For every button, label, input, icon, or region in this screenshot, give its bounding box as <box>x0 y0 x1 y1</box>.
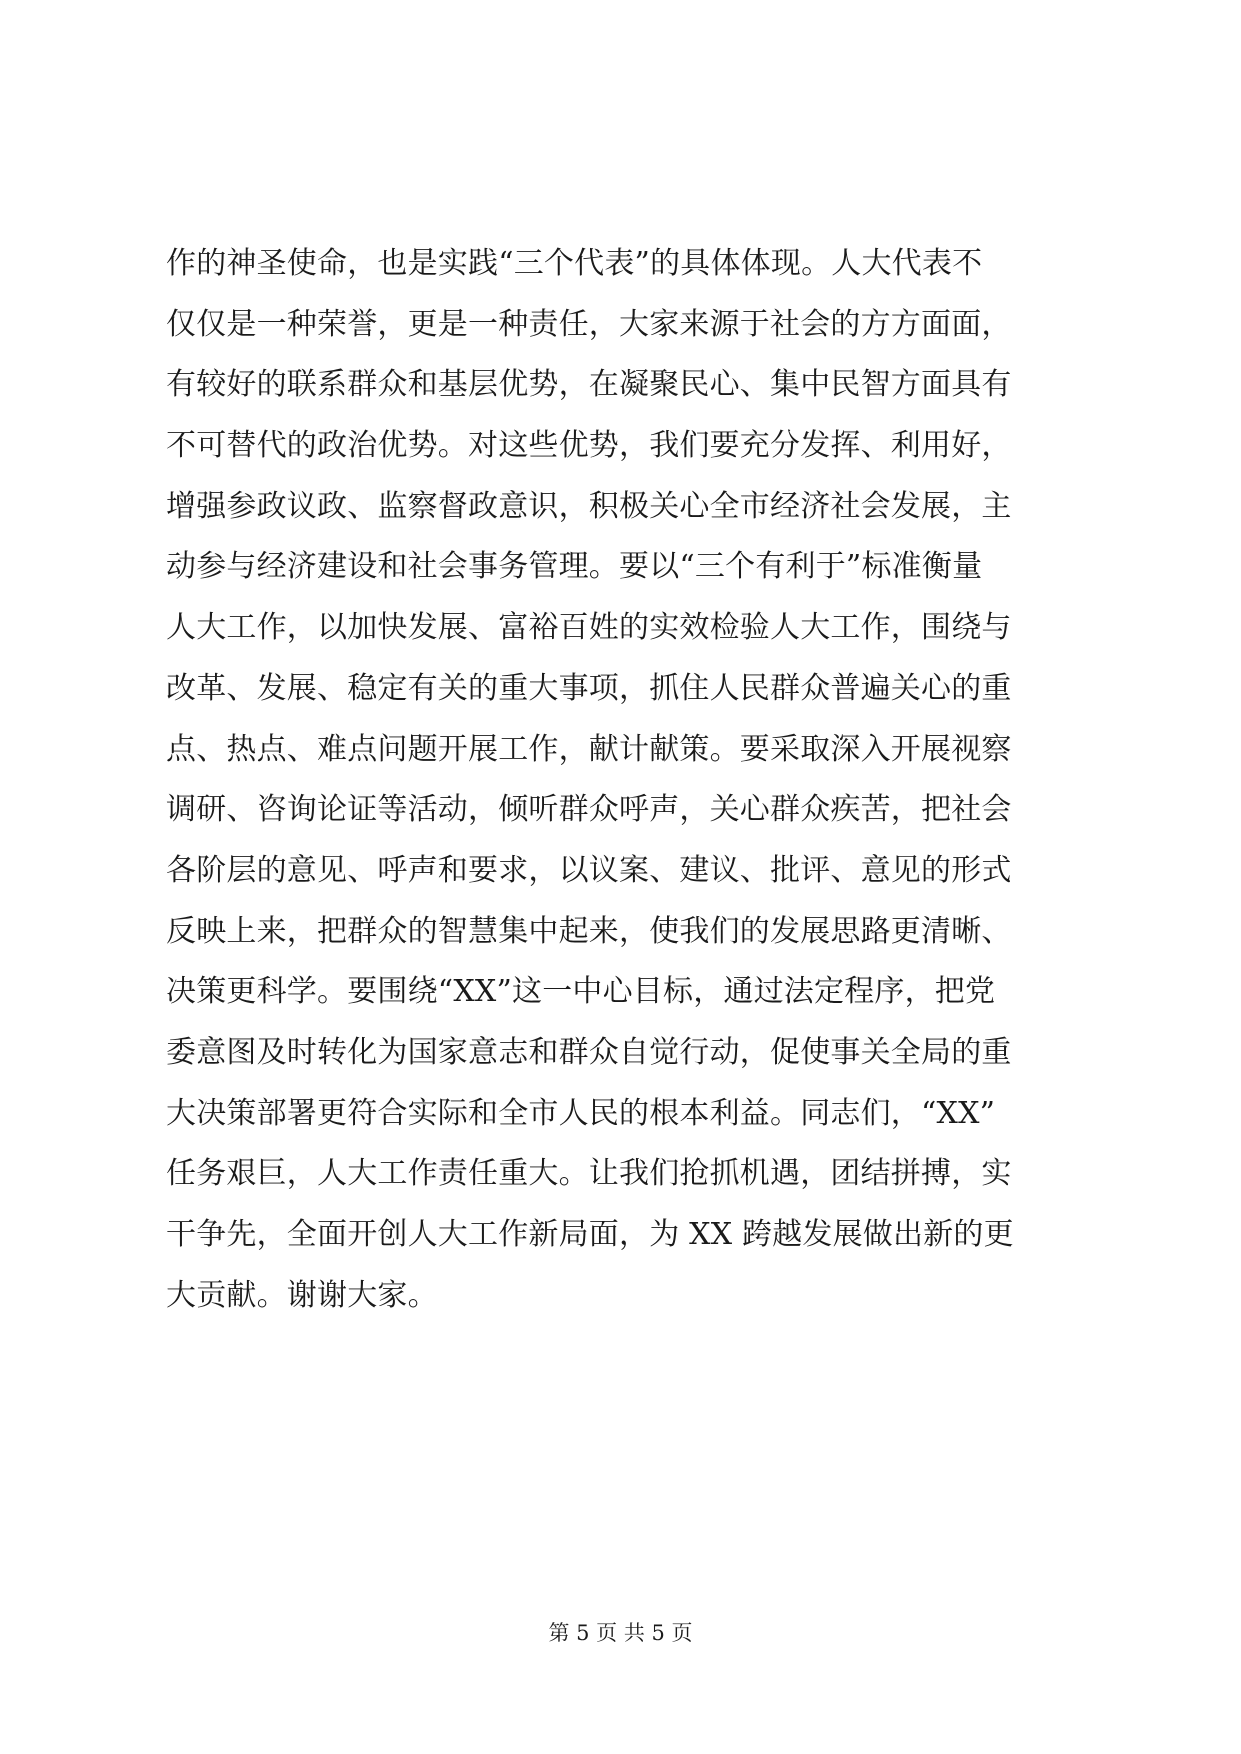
text-line: 大贡献。谢谢大家。 <box>166 1277 438 1313</box>
text-line: 干争先，全面开创人大工作新局面，为 XX 跨越发展做出新的更 <box>166 1217 1014 1252</box>
text-line: 不可替代的政治优势。对这些优势，我们要充分发挥、利用好， <box>166 428 1012 464</box>
text-line: 动参与经济建设和社会事务管理。要以“三个有利于”标准衡量 <box>166 549 983 585</box>
text-line: 调研、咨询论证等活动，倾听群众呼声，关心群众疾苦，把社会 <box>166 792 1012 828</box>
text-line: 作的神圣使命，也是实践“三个代表”的具体体现。人大代表不 <box>166 246 983 281</box>
text-line: 委意图及时转化为国家意志和群众自觉行动，促使事关全局的重 <box>166 1034 1012 1070</box>
text-line: 增强参政议政、监察督政意识，积极关心全市经济社会发展，主 <box>166 488 1012 524</box>
page-number-footer: 第 5 页 共 5 页 <box>548 1621 693 1645</box>
text-line: 任务艰巨，人大工作责任重大。让我们抢抓机遇，团结拼搏，实 <box>166 1156 1012 1192</box>
text-line: 人大工作，以加快发展、富裕百姓的实效检验人大工作，围绕与 <box>166 610 1012 646</box>
text-line: 反映上来，把群众的智慧集中起来，使我们的发展思路更清晰、 <box>166 913 1012 949</box>
text-line: 仅仅是一种荣誉，更是一种责任，大家来源于社会的方方面面， <box>166 306 1012 342</box>
text-line: 决策更科学。要围绕“XX”这一中心目标，通过法定程序，把党 <box>166 974 996 1010</box>
text-line: 有较好的联系群众和基层优势，在凝聚民心、集中民智方面具有 <box>166 367 1012 403</box>
text-line: 点、热点、难点问题开展工作，献计献策。要采取深入开展视察 <box>166 731 1012 767</box>
text-line: 各阶层的意见、呼声和要求，以议案、建议、批评、意见的形式 <box>166 852 1012 888</box>
text-line: 改革、发展、稳定有关的重大事项，抓住人民群众普遍关心的重 <box>166 670 1012 706</box>
body-paragraph <box>166 234 1096 1326</box>
text-line: 大决策部署更符合实际和全市人民的根本利益。同志们，“XX” <box>166 1095 996 1131</box>
